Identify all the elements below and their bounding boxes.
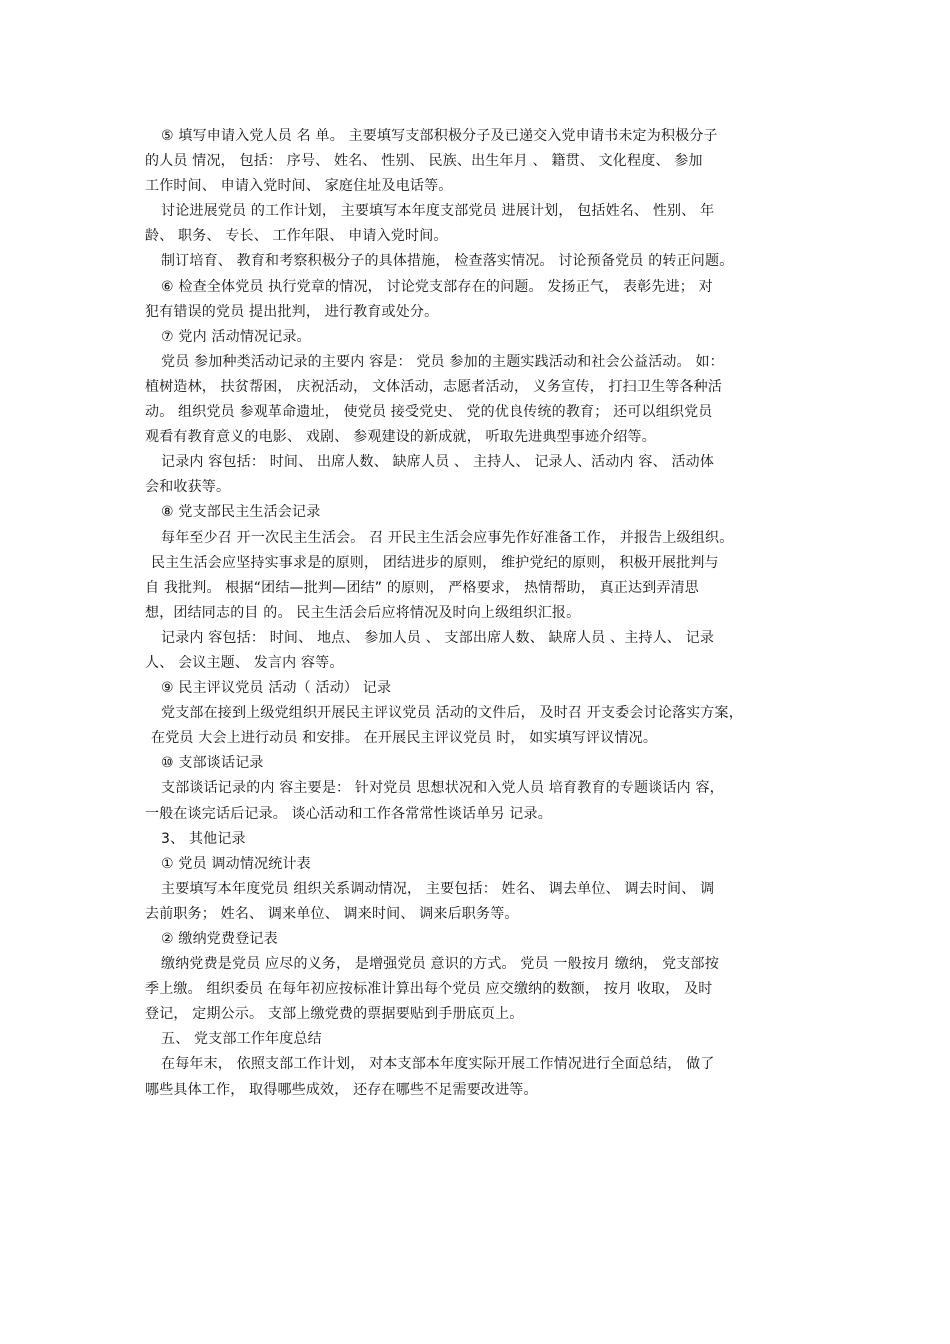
document-body	[145, 124, 817, 1103]
text-line: 一般在谈完话后记录。 谈心活动和工作各常常性谈话单另 记录。	[145, 805, 552, 822]
text-line: 在党员 大会上进行动员 和安排。 在开展民主评议党员 时， 如实填写评议情况。	[151, 730, 658, 747]
text-line: 动。 组织党员 参观革命遗址， 使党员 接受党史、 党的优良传统的教育； 还可以组织党员	[145, 404, 713, 421]
text-line: 工作时间、 申请入党时间、 家庭住址及电话等。	[145, 178, 453, 195]
text-line: 主要填写本年度党员 组织关系调动情况， 主要包括： 姓名、 调去单位、 调去时间、 调	[161, 880, 715, 897]
section-heading: ⑩ 支部谈话记录	[161, 755, 264, 772]
text-line: 记录内 容包括： 时间、 出席人数、 缺席人员 、 主持人、 记录人、活动内 容、 活动体	[161, 454, 715, 471]
text-line: ⑥ 检查全体党员 执行党章的情况， 讨论党支部存在的问题。 发扬正气， 表彰先进； 对	[161, 278, 713, 295]
text-line: 党员 参加种类活动记录的主要内 容是： 党员 参加的主题实践活动和社会公益活动。 如：	[161, 353, 724, 370]
text-line: 支部谈话记录的内 容主要是： 针对党员 思想状况和入党人员 培育教育的专题谈话内 容，	[161, 780, 724, 797]
text-line: 制订培育、 教育和考察积极分子的具体措施， 检查落实情况。 讨论预备党员 的转正问题。	[161, 253, 734, 270]
text-line: 自 我批判。 根据“团结—批判—团结” 的原则， 严格要求， 热情帮助， 真正达到弄清思	[145, 579, 700, 596]
text-line: 想，团结同志的目 的。 民主生活会后应将情况及时向上级组织汇报。	[145, 604, 581, 621]
section-heading: 五、 党支部工作年度总结	[161, 1031, 322, 1048]
section-heading: ⑦ 党内 活动情况记录。	[161, 328, 311, 345]
text-line: ⑤ 填写申请入党人员 名 单。 主要填写支部积极分子及已递交入党申请书未定为积极分子	[161, 128, 718, 144]
text-line: 犯有错误的党员 提出批判， 进行教育或处分。	[145, 303, 439, 320]
text-line: 讨论进展党员 的工作计划， 主要填写本年度支部党员 进展计划， 包括姓名、 性别、 年	[161, 203, 715, 220]
text-line: 登记， 定期公示。 支部上缴党费的票据要贴到手册底页上。	[145, 1006, 524, 1023]
text-line: 观看有教育意义的电影、 戏剧、 参观建设的新成就， 听取先进典型事迹介绍等。	[145, 429, 656, 446]
text-line: 植树造林， 扶贫帮困， 庆祝活动， 文体活动，志愿者活动， 义务宣传， 打扫卫生等各种活	[145, 378, 723, 395]
text-line: 民主生活会应坚持实事求是的原则， 团结进步的原则， 维护党纪的原则， 积极开展批判与	[151, 554, 719, 571]
text-line: 人、 会议主题、 发言内 容等。	[145, 654, 344, 671]
text-line: 在每年末， 依照支部工作计划， 对本支部本年度实际开展工作情况进行全面总结， 做了	[161, 1056, 715, 1073]
text-line: 每年至少召 开一次民主生活会。 召 开民主生活会应事先作好准备工作， 并报告上级组织。	[161, 529, 734, 546]
text-line: 会和收获等。	[145, 479, 231, 496]
text-line: 的人员 情况， 包括： 序号、 姓名、 性别、 民族、出生年月 、 籍贯、 文化程度、 参加	[145, 153, 703, 170]
text-line: 哪些具体工作， 取得哪些成效， 还存在哪些不足需要改进等。	[145, 1081, 538, 1098]
section-heading: 3、 其他记录	[161, 830, 246, 847]
text-line: 记录内 容包括： 时间、 地点、 参加人员 、 支部出席人数、 缺席人员 、主持人、 记录	[161, 629, 715, 646]
section-heading: ① 党员 调动情况统计表	[161, 855, 311, 872]
section-heading: ⑨ 民主评议党员 活动（ 活动） 记录	[161, 680, 392, 697]
section-heading: ⑧ 党支部民主生活会记录	[161, 504, 321, 521]
text-line: 党支部在接到上级党组织开展民主评议党员 活动的文件后， 及时召 开支委会讨论落实方案，	[161, 705, 743, 722]
text-line: 缴纳党费是党员 应尽的义务， 是增强党员 意识的方式。 党员 一般按月 缴纳， 党支部按	[161, 956, 719, 973]
text-line: 季上缴。 组织委员 在每年初应按标准计算出每个党员 应交缴纳的数额， 按月 收取， 及时	[145, 981, 713, 998]
text-line: 去前职务； 姓名、 调来单位、 调来时间、 调来后职务等。	[145, 905, 519, 922]
section-heading: ② 缴纳党费登记表	[161, 931, 278, 947]
text-line: 龄、 职务、 专长、 工作年限、 申请入党时间。	[145, 228, 448, 245]
